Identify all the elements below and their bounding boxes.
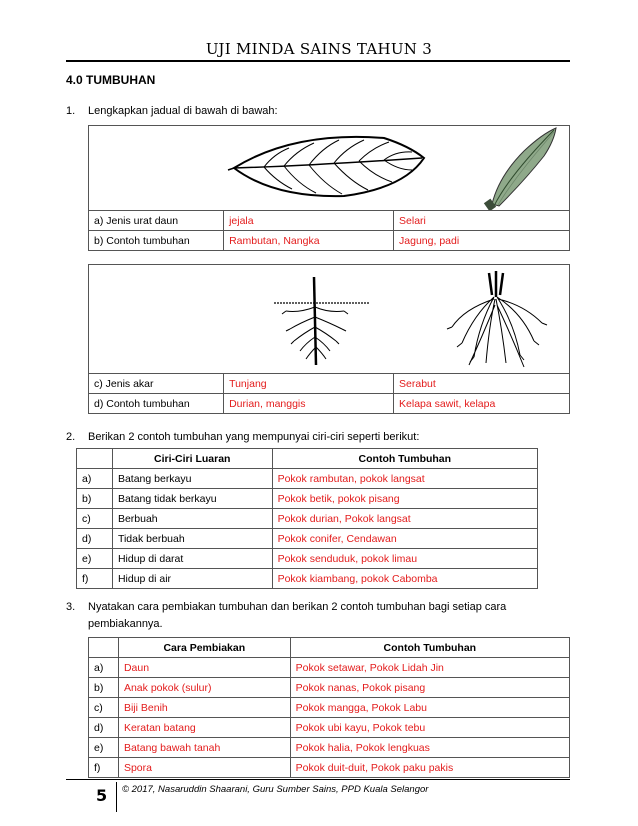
question-3 (66, 599, 506, 633)
answer-cell: Pokok betik, pokok pisang (272, 489, 537, 509)
table-row (89, 658, 570, 678)
root-illustrations (224, 265, 564, 373)
trait-cell: Tidak berbuah (112, 529, 272, 549)
leaf-images (224, 126, 570, 211)
row-letter: f) (89, 758, 119, 778)
answer-cell: Pokok rambutan, pokok langsat (272, 469, 537, 489)
trait-cell: Batang berkayu (112, 469, 272, 489)
table-row (89, 718, 570, 738)
parallel-veined-leaf-icon (483, 128, 555, 210)
table-row (77, 469, 538, 489)
answer-cell: jejala (224, 211, 394, 231)
leaf-illustrations (224, 126, 564, 210)
row-letter: c) (89, 698, 119, 718)
table-row (77, 549, 538, 569)
answer-cell: Rambutan, Nangka (224, 231, 394, 251)
question-number: 1. (66, 105, 76, 117)
propagation-table (88, 637, 570, 778)
leaf-table (88, 125, 570, 251)
answer-cell: Tunjang (224, 374, 394, 394)
answer-cell: Pokok mangga, Pokok Labu (290, 698, 569, 718)
answer-cell: Pokok duit-duit, Pokok paku pakis (290, 758, 569, 778)
table-row (77, 569, 538, 589)
row-letter: f) (77, 569, 113, 589)
question-text-continued: pembiakannya. (88, 618, 163, 630)
answer-cell: Anak pokok (sulur) (118, 678, 290, 698)
answer-cell: Pokok conifer, Cendawan (272, 529, 537, 549)
table-row (89, 394, 570, 414)
table-row (77, 529, 538, 549)
column-header: Contoh Tumbuhan (272, 449, 537, 469)
answer-cell: Daun (118, 658, 290, 678)
answer-cell: Jagung, padi (394, 231, 570, 251)
taproot-icon (274, 277, 369, 365)
table-row (89, 374, 570, 394)
answer-cell: Pokok kiambang, pokok Cabomba (272, 569, 537, 589)
trait-cell: Hidup di air (112, 569, 272, 589)
column-header: Contoh Tumbuhan (290, 638, 569, 658)
row-letter: b) (89, 678, 119, 698)
footer-divider (66, 779, 570, 780)
answer-cell: Kelapa sawit, kelapa (394, 394, 570, 414)
question-number: 2. (66, 431, 76, 443)
row-label: c) Jenis akar (89, 374, 224, 394)
answer-cell: Biji Benih (118, 698, 290, 718)
row-label: b) Contoh tumbuhan (89, 231, 224, 251)
answer-cell: Pokok durian, Pokok langsat (272, 509, 537, 529)
table-row (77, 509, 538, 529)
root-images (224, 265, 570, 374)
section-title: 4.0 TUMBUHAN (66, 73, 156, 87)
question-text: Nyatakan cara pembiakan tumbuhan dan berikan 2 contoh tumbuhan bagi setiap cara (88, 601, 507, 613)
table-row (77, 489, 538, 509)
answer-cell: Batang bawah tanah (118, 738, 290, 758)
table-row (89, 231, 570, 251)
row-letter: d) (77, 529, 113, 549)
column-header: Ciri-Ciri Luaran (112, 449, 272, 469)
question-text: Lengkapkan jadual di bawah di bawah: (88, 105, 278, 117)
question-text: Berikan 2 contoh tumbuhan yang mempunyai ciri-ciri seperti berikut: (88, 431, 420, 443)
row-letter: a) (77, 469, 113, 489)
header-divider (66, 60, 570, 62)
answer-cell: Pokok halia, Pokok lengkuas (290, 738, 569, 758)
answer-cell: Pokok setawar, Pokok Lidah Jin (290, 658, 569, 678)
table-row (89, 211, 570, 231)
row-letter: d) (89, 718, 119, 738)
column-header: Cara Pembiakan (118, 638, 290, 658)
row-letter: a) (89, 658, 119, 678)
row-letter: c) (77, 509, 113, 529)
traits-table (76, 448, 538, 589)
answer-cell: Pokok ubi kayu, Pokok tebu (290, 718, 569, 738)
footer-copyright: © 2017, Nasaruddin Shaarani, Guru Sumber Sains, PPD Kuala Selangor (122, 784, 429, 795)
row-label: d) Contoh tumbuhan (89, 394, 224, 414)
question-1 (66, 103, 278, 120)
net-veined-leaf-icon (228, 137, 424, 196)
fibrous-root-icon (447, 271, 547, 367)
answer-cell: Keratan batang (118, 718, 290, 738)
row-letter: b) (77, 489, 113, 509)
table-row (89, 758, 570, 778)
trait-cell: Hidup di darat (112, 549, 272, 569)
header-title: UJI MINDA SAINS TAHUN 3 (205, 40, 433, 58)
row-letter: e) (77, 549, 113, 569)
trait-cell: Batang tidak berkayu (112, 489, 272, 509)
root-table (88, 264, 570, 414)
trait-cell: Berbuah (112, 509, 272, 529)
answer-cell: Serabut (394, 374, 570, 394)
page-number: 5 (96, 786, 108, 805)
table-row (89, 738, 570, 758)
answer-cell: Spora (118, 758, 290, 778)
answer-cell: Durian, manggis (224, 394, 394, 414)
footer-separator (116, 782, 117, 812)
row-letter: e) (89, 738, 119, 758)
row-label: a) Jenis urat daun (89, 211, 224, 231)
question-number: 3. (66, 601, 76, 613)
answer-cell: Pokok senduduk, pokok limau (272, 549, 537, 569)
table-row (89, 678, 570, 698)
table-row (89, 698, 570, 718)
question-2 (66, 429, 419, 446)
answer-cell: Selari (394, 211, 570, 231)
answer-cell: Pokok nanas, Pokok pisang (290, 678, 569, 698)
